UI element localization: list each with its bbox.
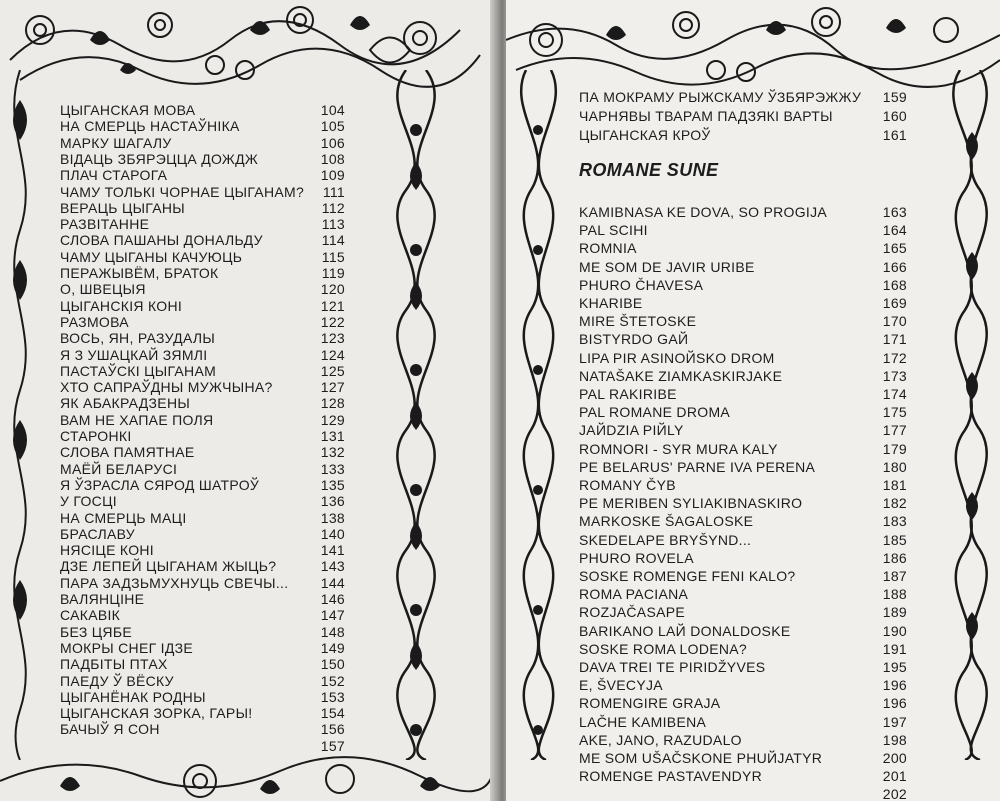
toc-entry-title: AKE, JANO, RAZUDALO [579, 731, 742, 748]
toc-entry [579, 512, 907, 531]
toc-entry-page: 187 [882, 568, 907, 584]
toc-entry-title: ЧАМУ ТОЛЬКІ ЧОРНАЕ ЦЫГАНАМ? [60, 183, 305, 200]
toc-entry [579, 458, 907, 477]
toc-entry-page: 200 [882, 750, 907, 766]
toc-entry [579, 126, 907, 145]
toc-entry-title: ЦЫГАНСКАЯ ЗОРКА, ГАРЫ! [60, 705, 253, 722]
toc-entry-page: 104 [320, 102, 345, 118]
toc-entry-title: KHARIBE [579, 295, 643, 311]
toc-entry-page: 185 [882, 531, 907, 548]
toc-entry-page: 129 [320, 411, 345, 428]
toc-entry [579, 658, 907, 677]
toc-entry-title: ЯК АБАКРАДЗЕНЫ [60, 395, 191, 412]
toc-entry-page: 152 [320, 672, 345, 689]
toc-entry-page: 161 [882, 127, 907, 143]
toc-entry-title: БЕЗ ЦЯБЕ [60, 623, 132, 640]
toc-entry-page: 175 [882, 404, 907, 421]
toc-entry [579, 88, 907, 107]
toc-entry-title: PAL RAKIRIBE [579, 386, 677, 402]
toc-entry-title: ЦЫГАНСКІЯ КОНІ [60, 297, 183, 314]
toc-entry-title: ПА МОКРАМУ РЫЖСКАМУ ЎЗБЯРЭЖЖУ [579, 89, 862, 105]
toc-entry-page: 149 [320, 639, 345, 656]
toc-entry-page: 163 [882, 204, 907, 220]
toc-entry-page: 124 [320, 346, 345, 363]
toc-entry-title: ВЕРАЦЬ ЦЫГАНЫ [60, 199, 185, 216]
toc-entry-title: JAЙDZIA PIЙLY [579, 422, 684, 439]
toc-entry [579, 749, 907, 768]
toc-entry-title: BISTYRDO GAЙ [579, 331, 689, 348]
toc-entry-title: РАЗВІТАННЕ [60, 216, 150, 233]
toc-entry-title: РАЗМОВА [60, 313, 129, 330]
toc-entry [579, 403, 907, 422]
toc-entry-title: MIRE ŠTETOSKE [579, 313, 697, 330]
toc-entry-title: ЦЫГАНСКАЯ КРОЎ [579, 127, 711, 143]
toc-entry-title: PAL SCIHI [579, 222, 648, 239]
toc-entry-page: 144 [320, 574, 345, 591]
toc-entry-title: PHURO ČHAVESA [579, 276, 704, 293]
toc-entry-title: ХТО САПРАЎДНЫ МУЖЧЫНА? [60, 379, 273, 396]
toc-entry-title: НЯСІЦЕ КОНІ [60, 542, 154, 559]
toc-entry [579, 221, 907, 240]
toc-entry-page: 120 [320, 281, 345, 298]
toc-entry-title: SOSKE ROMENGE FENI KALO? [579, 568, 796, 584]
toc-entry-title: ME SOM DE JAVIR URIBE [579, 258, 755, 275]
toc-entry-title: SOSKE ROMA LODENA? [579, 640, 748, 657]
toc-entry-page: 106 [320, 134, 345, 151]
toc-entry-page: 153 [320, 688, 345, 705]
toc-entry [579, 622, 907, 641]
toc-entry-title: LAČHE KAMIBENA [579, 713, 707, 730]
toc-entry-title: ПАРА ЗАДЗЬМУХНУЦЬ СВЕЧЫ... [60, 574, 289, 591]
toc-entry-page: 165 [882, 240, 907, 257]
toc-entry-page: 191 [882, 640, 907, 657]
toc-entry-page: 188 [882, 586, 907, 603]
toc-entry-title: МАЁЙ БЕЛАРУСІ [60, 460, 178, 477]
toc-entry-page: 150 [320, 656, 345, 673]
toc-entry-page: 196 [882, 677, 907, 694]
toc-entry-title: ME SOM UŠAČSKONE PHUЙJATYR [579, 750, 823, 766]
toc-entry-page: 119 [321, 265, 345, 281]
toc-entry-title: ВОСЬ, ЯН, РАЗУДАЛЫ [60, 330, 216, 347]
toc-entry [579, 567, 907, 586]
toc-entry [579, 694, 907, 713]
toc-entry-page: 196 [882, 695, 907, 712]
toc-entry-page: 181 [882, 477, 907, 493]
toc-entry-title: ROMANY ČYB [579, 477, 676, 493]
toc-entry-page: 183 [882, 513, 907, 530]
toc-entry-title: ЦЫГАНЁНАК РОДНЫ [60, 688, 206, 705]
toc-entry-page: 121 [320, 297, 345, 314]
toc-entry-page: 143 [320, 558, 345, 575]
toc-entry-page: 105 [320, 118, 345, 135]
toc-entry-title: KAMIBNASA KE DOVA, SO PROGIJA [579, 204, 828, 220]
toc-entry-page: 114 [321, 232, 345, 249]
floral-ornament-top-right [506, 0, 1000, 90]
toc-entry [579, 785, 907, 801]
toc-entry-page: 197 [882, 713, 907, 730]
toc-entry-page: 147 [320, 607, 345, 624]
toc-entry-page: 146 [320, 591, 345, 607]
toc-entry-title: NATAŠAKE ZIAMKASKIRJAKE [579, 367, 783, 384]
toc-entry-page: 169 [882, 295, 907, 311]
toc-entry [579, 330, 907, 349]
toc-entry-page: 125 [320, 362, 345, 379]
toc-entry-title: НА СМЕРЦЬ НАСТАЎНІКА [60, 118, 240, 135]
toc-entry-page: 171 [882, 331, 907, 348]
toc-entry [579, 294, 907, 313]
toc-entry-title: Я З УШАЦКАЙ ЗЯМЛІ [60, 346, 208, 363]
toc-entry-page: 138 [320, 509, 345, 526]
toc-entry-title: ROMA PACIANA [579, 586, 689, 603]
toc-entry-page: 128 [320, 395, 345, 412]
toc-entry-page: 198 [882, 731, 907, 748]
toc-entry-title: НА СМЕРЦЬ МАЦІ [60, 509, 187, 526]
ornament-column-left-inner [366, 70, 486, 760]
toc-entry-title: У ГОСЦІ [60, 493, 117, 510]
toc-entry-title: ДЗЕ ЛЕПЕЙ ЦЫГАНАМ ЖЫЦЬ? [60, 558, 277, 575]
toc-entry-title: ПАДБІТЫ ПТАХ [60, 656, 168, 673]
toc-entry-page: 131 [320, 428, 345, 444]
toc-entry [579, 603, 907, 622]
toc-entry [579, 107, 907, 126]
toc-entry-title: МОКРЫ СНЕГ ІДЗЕ [60, 639, 194, 656]
toc-entry-title: МАРКУ ШАГАЛУ [60, 134, 172, 151]
toc-entry [579, 276, 907, 295]
toc-entry-page: 172 [882, 349, 907, 366]
toc-entry-page: 113 [321, 216, 345, 233]
toc-entry-title: ROMNIA [579, 240, 637, 257]
toc-entry-page: 180 [882, 458, 907, 475]
toc-entry-page: 164 [882, 222, 907, 239]
toc-entry [579, 713, 907, 732]
toc-entry-page: 202 [882, 786, 907, 801]
toc-entry-page: 136 [320, 493, 345, 510]
toc-entry-page: 141 [320, 542, 345, 559]
toc-entry-title: PAL ROMANE DROMA [579, 404, 731, 421]
toc-entry-title: BARIKANO LAЙ DONALDOSKE [579, 622, 791, 639]
toc-entry-title: СЛОВА ПАМЯТНАЕ [60, 444, 195, 461]
toc-entry [579, 676, 907, 695]
toc-entry-title: ЧАРНЯВЫ ТВАРАМ ПАДЗЯКІ ВАРТЫ [579, 108, 833, 124]
toc-entry-title: БРАСЛАВУ [60, 525, 135, 542]
toc-entry [579, 476, 907, 495]
toc-entry-title: DAVA TREI TE PIRIDŽYVES [579, 659, 766, 675]
toc-entry-title: SKEDELAPE BRYŠYND... [579, 531, 752, 548]
toc-entry-page: 177 [882, 422, 907, 439]
toc-entry-page: 133 [320, 460, 345, 477]
toc-entry-title: ПАСТАЎСКІ ЦЫГАНАМ [60, 362, 217, 379]
toc-entry-page: 186 [882, 549, 907, 566]
toc-entry-page: 154 [320, 705, 345, 722]
toc-entry-title: ПАЕДУ Ў ВЁСКУ [60, 672, 174, 689]
toc-entry-title: ЦЫГАНСКАЯ МОВА [60, 102, 196, 118]
toc-entry-page: 182 [882, 495, 907, 512]
toc-entry [579, 549, 907, 568]
toc-entry-page: 195 [882, 659, 907, 675]
toc-entry-title: О, ШВЕЦЫЯ [60, 281, 146, 298]
toc-entry-title: ВАМ НЕ ХАПАЕ ПОЛЯ [60, 411, 214, 428]
toc-entry-page: 159 [882, 89, 907, 105]
toc-entry [579, 767, 907, 786]
ornament-column-right-outer [930, 70, 1000, 760]
toc-entry-page: 170 [882, 313, 907, 330]
toc-entry-page: 179 [882, 440, 907, 457]
toc-entry-title: ROMENGIRE GRAJA [579, 695, 721, 712]
toc-entry-page: 109 [320, 167, 345, 184]
ornament-column-right-inner [506, 70, 576, 760]
toc-entry-page: 111 [322, 183, 345, 200]
toc-entry-title: LIPA PIR ASINOЙSKO DROM [579, 349, 775, 366]
toc-entry-page: 127 [320, 379, 345, 396]
toc-entry [579, 258, 907, 277]
toc-entry [579, 367, 907, 386]
toc-entry-page: 160 [882, 108, 907, 124]
toc-entry-page: 132 [320, 444, 345, 461]
toc-entry [579, 494, 907, 513]
toc-entry-title: СЛОВА ПАШАНЫ ДОНАЛЬДУ [60, 232, 263, 249]
toc-entry-page: 174 [882, 386, 907, 402]
toc-entry-title: ROMENGE PASTAVENDYR [579, 768, 763, 785]
toc-entry-page: 157 [320, 737, 345, 754]
toc-entry [579, 731, 907, 750]
toc-entry-page: 123 [320, 330, 345, 347]
toc-entry [579, 203, 907, 222]
toc-entry-title: СТАРОНКІ [60, 428, 132, 444]
left-page [0, 0, 494, 801]
toc-entry [579, 531, 907, 550]
toc-entry [579, 640, 907, 659]
toc-entry-page: 189 [882, 604, 907, 621]
toc-entry-title: БАЧЫЎ Я СОН [60, 721, 160, 738]
toc-entry-title: ROMNORI - SYR MURA KALY [579, 440, 778, 457]
toc-entry-page: 140 [320, 525, 345, 542]
toc-entry-title: ВІДАЦЬ ЗБЯРЭЦЦА ДОЖДЖ [60, 150, 259, 167]
toc-entry-page: 156 [320, 721, 345, 738]
toc-entry-page: 168 [882, 276, 907, 293]
toc-entry-title: ROZJAČASAPE [579, 604, 685, 621]
toc-entry-title: MARKOSKE ŠAGALOSKE [579, 513, 754, 530]
toc-entry [579, 440, 907, 459]
toc-entry-title: PHURO ROVELA [579, 549, 694, 566]
toc-entry-page: 135 [320, 476, 345, 493]
toc-entry-page: 173 [882, 367, 907, 384]
toc-entry-page: 122 [320, 313, 345, 330]
toc-entry [60, 737, 345, 756]
toc-entry [579, 349, 907, 368]
toc-entry [579, 585, 907, 604]
toc-entry [579, 385, 907, 404]
toc-entry-title: ВАЛЯНЦІНЕ [60, 591, 145, 607]
toc-entry-title: PE MERIBEN SYLIAKIBNASKIRO [579, 495, 803, 512]
toc-entry-page: 148 [320, 623, 345, 640]
toc-entry [579, 421, 907, 440]
toc-entry-title: ПЛАЧ СТАРОГА [60, 167, 168, 184]
section-title: ROMANE SUNE [579, 160, 719, 180]
right-page [506, 0, 1000, 801]
toc-entry-page: 166 [882, 258, 907, 275]
toc-entry-page: 115 [321, 248, 345, 265]
toc-entry-title: ЧАМУ ЦЫГАНЫ КАЧУЮЦЬ [60, 248, 243, 265]
toc-entry-title: САКАВІК [60, 607, 121, 624]
toc-entry [579, 239, 907, 258]
toc-entry-page: 112 [321, 199, 345, 216]
toc-entry-title: Я ЎЗРАСЛА СЯРОД ШАТРОЎ [60, 476, 260, 493]
toc-entry-page: 190 [882, 622, 907, 639]
toc-entry-title: PE BELARUS' PARNE IVA PERENA [579, 458, 816, 475]
toc-entry-title: E, ŠVECYJA [579, 677, 663, 694]
toc-entry [579, 312, 907, 331]
toc-entry-page: 201 [882, 768, 907, 785]
toc-entry-page: 108 [320, 150, 345, 167]
toc-entry-title: ПЕРАЖЫВЁМ, БРАТОК [60, 265, 219, 281]
